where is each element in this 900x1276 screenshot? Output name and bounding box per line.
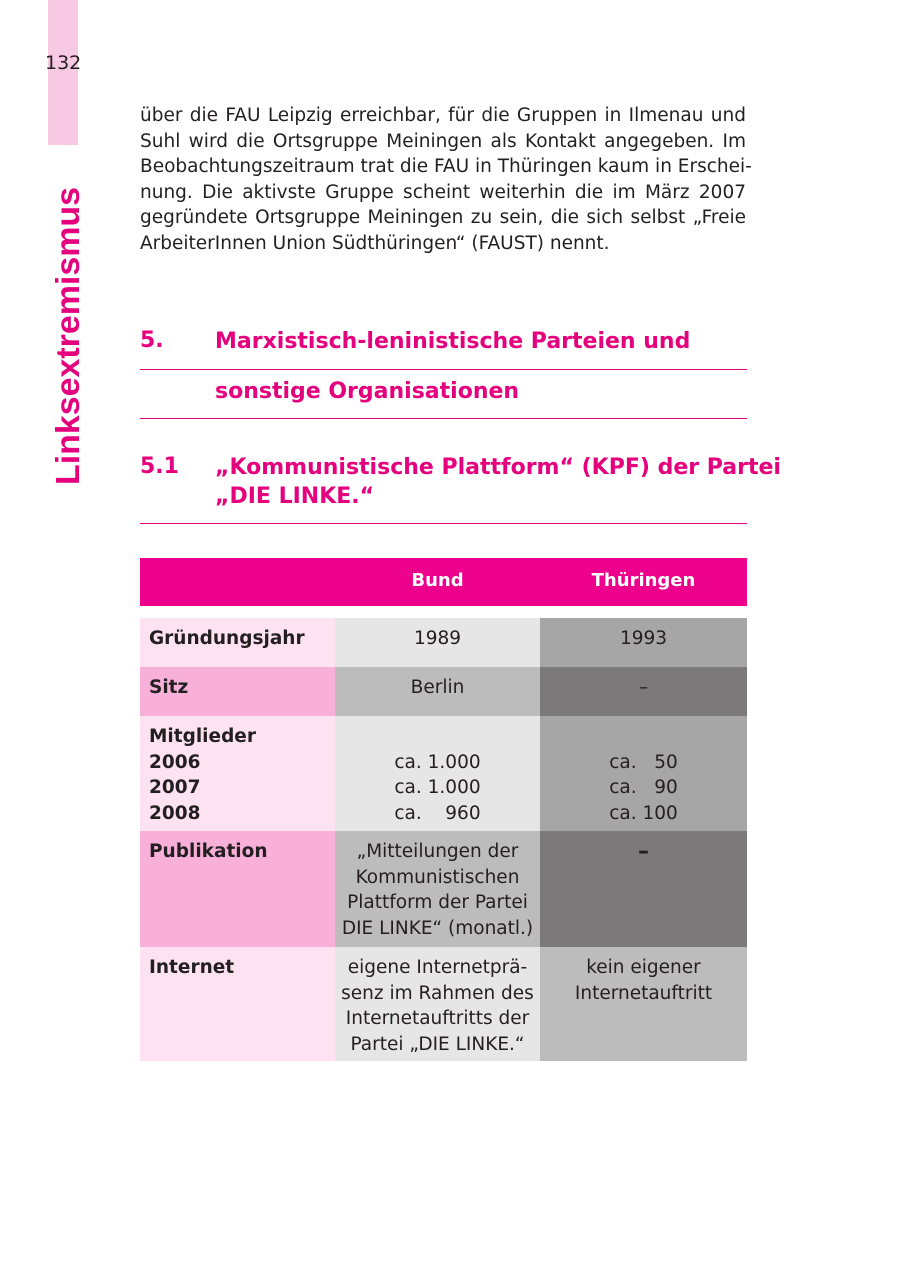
column-header-bund: Bund bbox=[411, 570, 464, 591]
side-chapter-title-text: Linksextremismus bbox=[49, 195, 86, 485]
section-5-title-line1: Marxistisch-leninistische Parteien und bbox=[215, 329, 691, 354]
side-chapter-title bbox=[46, 185, 86, 485]
section-5-rule-top bbox=[140, 369, 747, 370]
section-51-title-line1: „Kommunistische Plattform“ (KPF) der Partei bbox=[215, 455, 781, 480]
cell-thueringen-gruendungsjahr: 1993 bbox=[540, 618, 747, 667]
row-label-mitglieder: Mitglieder 2006 2007 2008 bbox=[140, 716, 335, 831]
section-51-number: 5.1 bbox=[140, 454, 179, 479]
cell-thueringen-internet: kein eigener Internetauftritt bbox=[540, 947, 747, 1061]
body-paragraph bbox=[140, 103, 752, 256]
cell-bund-gruendungsjahr: 1989 bbox=[335, 618, 540, 667]
section-51-title-line2: „DIE LINKE.“ bbox=[215, 484, 375, 509]
row-label-internet: Internet bbox=[140, 947, 335, 1061]
cell-bund-mitglieder: ca. 1.000 ca. 1.000 ca. 960 bbox=[335, 716, 540, 831]
cell-bund-publikation: „Mitteilungen der Kommunistischen Plattform der Partei DIE LINKE“ (monatl.) bbox=[335, 831, 540, 947]
row-label-sitz: Sitz bbox=[140, 667, 335, 716]
paragraph-line: Beobachtungszeitraum trat die FAU in Thüringen kaum in Erschei- bbox=[140, 156, 752, 177]
cell-bund-internet: eigene Internetprä- senz im Rahmen des Internetauftritts der Partei „DIE LINKE.“ bbox=[335, 947, 540, 1061]
paragraph-line: nung. Die aktivste Gruppe scheint weiterhin die im März 2007 bbox=[140, 181, 746, 203]
cell-bund-sitz: Berlin bbox=[335, 667, 540, 716]
paragraph-line: ArbeiterInnen Union Südthüringen“ (FAUST) nennt. bbox=[140, 232, 610, 254]
cell-thueringen-sitz: – bbox=[540, 667, 747, 716]
table-header bbox=[140, 558, 747, 606]
paragraph-line: über die FAU Leipzig erreichbar, für die Gruppen in Ilmenau und bbox=[140, 105, 746, 126]
section-51-rule bbox=[140, 523, 747, 524]
section-5-number: 5. bbox=[140, 328, 164, 353]
column-header-thueringen: Thüringen bbox=[591, 570, 696, 591]
page-number: 132 bbox=[45, 52, 82, 74]
paragraph-line: gegründete Ortsgruppe Meiningen zu sein, die sich selbst „Freie bbox=[140, 207, 746, 228]
cell-thueringen-publikation: – bbox=[540, 831, 747, 947]
row-label-gruendungsjahr: Gründungsjahr bbox=[140, 618, 335, 667]
section-5-title-line2: sonstige Organisationen bbox=[215, 379, 520, 404]
row-label-publikation: Publikation bbox=[140, 831, 335, 947]
section-5-rule-bottom bbox=[140, 418, 747, 419]
cell-thueringen-mitglieder: ca. 50 ca. 90 ca. 100 bbox=[540, 716, 747, 831]
paragraph-line: Suhl wird die Ortsgruppe Meiningen als Kontakt angegeben. Im bbox=[140, 130, 746, 152]
